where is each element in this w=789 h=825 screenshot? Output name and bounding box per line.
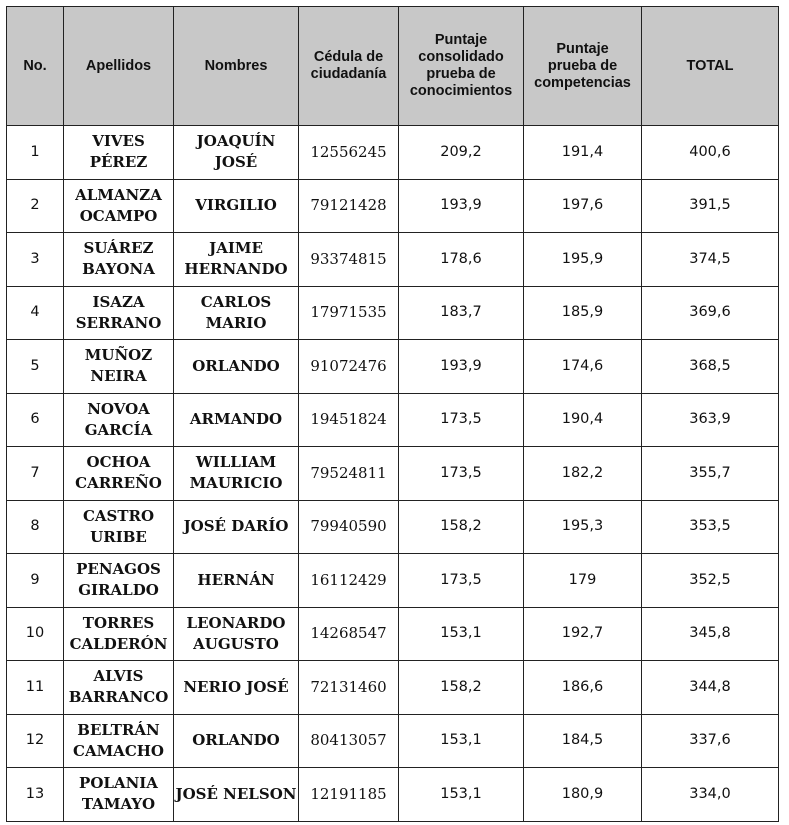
apellido-line: BAYONA <box>82 260 155 279</box>
cell-apellidos <box>64 714 174 768</box>
cell-apellidos <box>64 179 174 233</box>
cell-competencias: 185,9 <box>524 286 642 340</box>
cell-apellidos <box>64 447 174 501</box>
header-cedula <box>299 7 399 126</box>
nombre-line: JAIME <box>209 239 263 258</box>
cell-total: 344,8 <box>642 661 779 715</box>
cell-apellidos <box>64 500 174 554</box>
cell-consolidado: 153,1 <box>399 768 524 822</box>
cell-nombres <box>174 233 299 287</box>
cell-nombres <box>174 393 299 447</box>
cell-cedula: 17971535 <box>299 286 399 340</box>
cell-cedula: 12556245 <box>299 126 399 180</box>
nombre-line: CARLOS <box>200 292 272 311</box>
cell-total: 363,9 <box>642 393 779 447</box>
apellido-line: TORRES <box>82 613 155 632</box>
header-consolidado-line: prueba de <box>426 66 496 82</box>
cell-no: 12 <box>7 714 64 768</box>
apellido-line: CASTRO <box>82 506 155 525</box>
header-puntaje-competencias <box>524 7 642 126</box>
cell-nombres <box>174 447 299 501</box>
apellido-line: ISAZA <box>92 292 145 311</box>
cell-cedula: 93374815 <box>299 233 399 287</box>
cell-competencias: 195,3 <box>524 500 642 554</box>
cell-total: 355,7 <box>642 447 779 501</box>
header-competencias-line: prueba de <box>547 57 618 74</box>
cell-no: 5 <box>7 340 64 394</box>
apellido-line: URIBE <box>90 527 147 546</box>
nombre-line: MAURICIO <box>189 474 283 493</box>
cell-consolidado: 173,5 <box>399 393 524 447</box>
table-row <box>7 607 779 661</box>
cell-competencias: 197,6 <box>524 179 642 233</box>
header-row <box>7 7 779 126</box>
cell-no: 9 <box>7 554 64 608</box>
apellido-line: VIVES <box>92 132 145 151</box>
cell-no: 4 <box>7 286 64 340</box>
cell-competencias: 179 <box>524 554 642 608</box>
cell-competencias: 190,4 <box>524 393 642 447</box>
cell-apellidos <box>64 126 174 180</box>
apellido-line: GARCÍA <box>84 420 153 439</box>
cell-total: 353,5 <box>642 500 779 554</box>
cell-no: 10 <box>7 607 64 661</box>
cell-competencias: 174,6 <box>524 340 642 394</box>
cell-consolidado: 193,9 <box>399 179 524 233</box>
table-row <box>7 661 779 715</box>
header-competencias-line: Puntaje <box>556 40 609 57</box>
cell-consolidado: 193,9 <box>399 340 524 394</box>
header-no: No. <box>7 7 64 126</box>
cell-apellidos <box>64 340 174 394</box>
cell-consolidado: 173,5 <box>399 554 524 608</box>
apellido-line: CAMACHO <box>73 741 164 760</box>
nombre-line: WILLIAM <box>195 453 277 472</box>
header-nombres: Nombres <box>174 7 299 126</box>
cell-competencias: 195,9 <box>524 233 642 287</box>
table-row <box>7 447 779 501</box>
cell-no: 1 <box>7 126 64 180</box>
cell-nombres <box>174 286 299 340</box>
table-row <box>7 714 779 768</box>
apellido-line: NEIRA <box>90 367 147 386</box>
results-table <box>6 6 779 822</box>
table-row <box>7 179 779 233</box>
table-row <box>7 126 779 180</box>
apellido-line: PENAGOS <box>76 560 161 579</box>
nombre-line: JOAQUÍN <box>196 132 276 151</box>
cell-total: 368,5 <box>642 340 779 394</box>
cell-nombres <box>174 607 299 661</box>
apellido-line: NOVOA <box>87 399 150 418</box>
cell-consolidado: 153,1 <box>399 607 524 661</box>
table-row <box>7 500 779 554</box>
nombre-line: ORLANDO <box>192 731 280 750</box>
nombre-line: JOSÉ <box>214 153 258 172</box>
apellido-line: CALDERÓN <box>69 634 168 653</box>
apellido-line: ALVIS <box>93 667 144 686</box>
cell-nombres <box>174 500 299 554</box>
apellido-line: PÉREZ <box>89 153 148 172</box>
cell-nombres <box>174 179 299 233</box>
nombre-line: MARIO <box>205 313 267 332</box>
cell-no: 6 <box>7 393 64 447</box>
cell-consolidado: 158,2 <box>399 661 524 715</box>
cell-consolidado: 183,7 <box>399 286 524 340</box>
nombre-line: HERNÁN <box>197 570 275 589</box>
apellido-line: BARRANCO <box>68 688 169 707</box>
cell-competencias: 182,2 <box>524 447 642 501</box>
header-consolidado-line: Puntaje <box>434 32 488 48</box>
cell-no: 8 <box>7 500 64 554</box>
cell-consolidado: 173,5 <box>399 447 524 501</box>
cell-total: 334,0 <box>642 768 779 822</box>
apellido-line: OCAMPO <box>79 206 158 225</box>
nombre-line: ORLANDO <box>192 356 280 375</box>
cell-apellidos <box>64 661 174 715</box>
header-cedula-line: ciudadanía <box>310 66 387 82</box>
nombre-line: AUGUSTO <box>193 634 279 653</box>
nombre-line: JOSÉ NELSON <box>175 784 297 803</box>
table-row <box>7 768 779 822</box>
table-row <box>7 340 779 394</box>
cell-total: 352,5 <box>642 554 779 608</box>
apellido-line: ALMANZA <box>75 185 162 204</box>
header-competencias-line: competencias <box>534 74 631 91</box>
cell-consolidado: 158,2 <box>399 500 524 554</box>
cell-competencias: 184,5 <box>524 714 642 768</box>
header-consolidado-line: consolidado <box>418 49 504 65</box>
cell-apellidos <box>64 768 174 822</box>
apellido-line: SERRANO <box>75 313 162 332</box>
cell-competencias: 180,9 <box>524 768 642 822</box>
header-puntaje-consolidado <box>399 7 524 126</box>
apellido-line: BELTRÁN <box>77 720 160 739</box>
cell-total: 369,6 <box>642 286 779 340</box>
apellido-line: CARREÑO <box>75 474 162 493</box>
cell-no: 7 <box>7 447 64 501</box>
cell-cedula: 79121428 <box>299 179 399 233</box>
cell-nombres <box>174 340 299 394</box>
table-row <box>7 233 779 287</box>
apellido-line: MUÑOZ <box>84 346 153 365</box>
nombre-line: LEONARDO <box>186 613 286 632</box>
cell-no: 11 <box>7 661 64 715</box>
nombre-line: ARMANDO <box>189 410 283 429</box>
cell-cedula: 16112429 <box>299 554 399 608</box>
cell-nombres <box>174 554 299 608</box>
cell-cedula: 12191185 <box>299 768 399 822</box>
cell-apellidos <box>64 393 174 447</box>
cell-consolidado: 153,1 <box>399 714 524 768</box>
cell-nombres <box>174 661 299 715</box>
apellido-line: TAMAYO <box>81 795 156 814</box>
table-row <box>7 286 779 340</box>
cell-nombres <box>174 714 299 768</box>
cell-apellidos <box>64 233 174 287</box>
cell-nombres <box>174 126 299 180</box>
cell-cedula: 72131460 <box>299 661 399 715</box>
cell-nombres <box>174 768 299 822</box>
header-total: TOTAL <box>642 7 779 126</box>
header-cedula-line: Cédula de <box>313 49 384 65</box>
header-consolidado-line: conocimientos <box>409 83 513 99</box>
table-row <box>7 393 779 447</box>
nombre-line: JOSÉ DARÍO <box>183 517 289 536</box>
header-apellidos: Apellidos <box>64 7 174 126</box>
cell-cedula: 19451824 <box>299 393 399 447</box>
cell-cedula: 79524811 <box>299 447 399 501</box>
cell-total: 345,8 <box>642 607 779 661</box>
nombre-line: NERIO JOSÉ <box>183 677 289 696</box>
cell-consolidado: 178,6 <box>399 233 524 287</box>
cell-cedula: 79940590 <box>299 500 399 554</box>
cell-apellidos <box>64 286 174 340</box>
cell-total: 374,5 <box>642 233 779 287</box>
nombre-line: HERNANDO <box>184 260 288 279</box>
cell-no: 13 <box>7 768 64 822</box>
apellido-line: GIRALDO <box>78 581 159 600</box>
cell-cedula: 91072476 <box>299 340 399 394</box>
cell-total: 400,6 <box>642 126 779 180</box>
apellido-line: POLANIA <box>79 774 158 793</box>
cell-total: 337,6 <box>642 714 779 768</box>
cell-apellidos <box>64 554 174 608</box>
nombre-line: VIRGILIO <box>195 196 277 215</box>
apellido-line: OCHOA <box>86 453 151 472</box>
cell-competencias: 186,6 <box>524 661 642 715</box>
cell-total: 391,5 <box>642 179 779 233</box>
cell-competencias: 192,7 <box>524 607 642 661</box>
cell-apellidos <box>64 607 174 661</box>
cell-no: 2 <box>7 179 64 233</box>
cell-no: 3 <box>7 233 64 287</box>
table-row <box>7 554 779 608</box>
cell-consolidado: 209,2 <box>399 126 524 180</box>
cell-cedula: 80413057 <box>299 714 399 768</box>
apellido-line: SUÁREZ <box>83 239 154 258</box>
cell-competencias: 191,4 <box>524 126 642 180</box>
cell-cedula: 14268547 <box>299 607 399 661</box>
